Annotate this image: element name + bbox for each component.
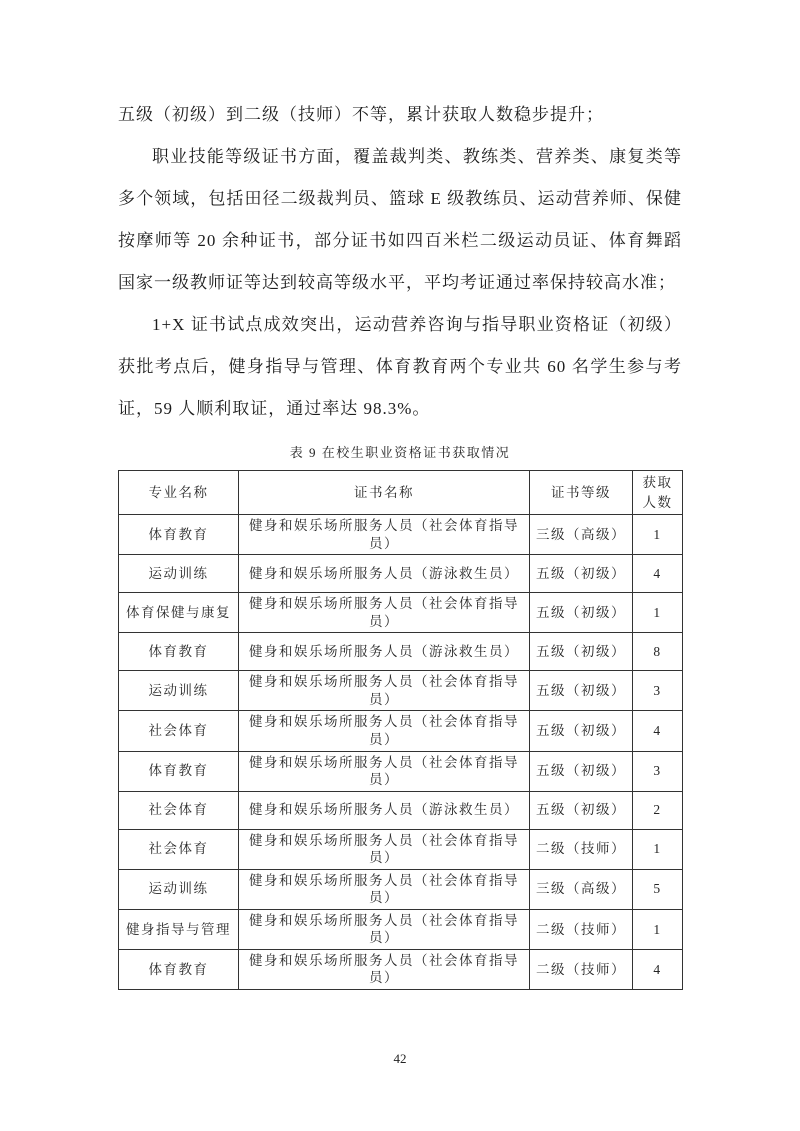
cell-count: 4 [633, 711, 683, 751]
cell-major: 社会体育 [119, 711, 239, 751]
cell-count: 1 [633, 909, 683, 949]
header-certificate-name: 证书名称 [239, 471, 530, 515]
cell-level: 二级（技师） [530, 829, 633, 869]
paragraph-skill-certificates: 职业技能等级证书方面，覆盖裁判类、教练类、营养类、康复类等多个领域，包括田径二级裁判员、篮球 E 级教练员、运动营养师、保健按摩师等 20 余种证书，部分证书如四百米栏二级运动员证、体育舞蹈国家一级教师证等达到较高等级水平，平均考证通过率保持较高水准； [118, 147, 682, 292]
table-header-row [119, 471, 683, 515]
cell-level: 二级（技师） [530, 949, 633, 989]
cell-certificate: 健身和娱乐场所服务人员（社会体育指导员） [239, 829, 530, 869]
cell-certificate: 健身和娱乐场所服务人员（社会体育指导员） [239, 909, 530, 949]
cell-count: 5 [633, 869, 683, 909]
cell-count: 4 [633, 949, 683, 989]
cell-certificate: 健身和娱乐场所服务人员（社会体育指导员） [239, 711, 530, 751]
cell-count: 4 [633, 555, 683, 593]
cell-major: 体育教育 [119, 633, 239, 671]
cell-major: 体育教育 [119, 949, 239, 989]
cell-level: 三级（高级） [530, 869, 633, 909]
table-row [119, 711, 683, 751]
header-major: 专业名称 [119, 471, 239, 515]
cell-count: 1 [633, 515, 683, 555]
paragraph-continuation: 五级（初级）到二级（技师）不等，累计获取人数稳步提升； [118, 105, 604, 124]
paragraph-1x-pilot: 1+X 证书试点成效突出，运动营养咨询与指导职业资格证（初级）获批考点后，健身指导与管理、体育教育两个专业共 60 名学生参与考证，59 人顺利取证，通过率达 98.3%。 [118, 315, 682, 418]
table-row [119, 751, 683, 791]
cell-count: 1 [633, 593, 683, 633]
cell-certificate: 健身和娱乐场所服务人员（社会体育指导员） [239, 671, 530, 711]
certificate-table [118, 470, 683, 990]
table-row [119, 593, 683, 633]
cell-certificate: 健身和娱乐场所服务人员（游泳救生员） [239, 555, 530, 593]
cell-count: 8 [633, 633, 683, 671]
table-row [119, 829, 683, 869]
cell-level: 五级（初级） [530, 751, 633, 791]
cell-level: 二级（技师） [530, 909, 633, 949]
cell-major: 运动训练 [119, 555, 239, 593]
header-count: 获取人数 [633, 471, 683, 515]
table-row [119, 555, 683, 593]
cell-certificate: 健身和娱乐场所服务人员（游泳救生员） [239, 633, 530, 671]
cell-certificate: 健身和娱乐场所服务人员（社会体育指导员） [239, 949, 530, 989]
cell-major: 运动训练 [119, 869, 239, 909]
cell-certificate: 健身和娱乐场所服务人员（社会体育指导员） [239, 593, 530, 633]
cell-major: 体育保健与康复 [119, 593, 239, 633]
cell-certificate: 健身和娱乐场所服务人员（社会体育指导员） [239, 515, 530, 555]
page-number: 42 [393, 1051, 407, 1066]
cell-level: 五级（初级） [530, 593, 633, 633]
table-caption: 表 9 在校生职业资格证书获取情况 [289, 445, 511, 460]
cell-count: 2 [633, 791, 683, 829]
cell-count: 3 [633, 671, 683, 711]
cell-level: 五级（初级） [530, 791, 633, 829]
cell-certificate: 健身和娱乐场所服务人员（游泳救生员） [239, 791, 530, 829]
cell-level: 五级（初级） [530, 711, 633, 751]
cell-major: 社会体育 [119, 829, 239, 869]
cell-major: 健身指导与管理 [119, 909, 239, 949]
table-row [119, 633, 683, 671]
cell-level: 三级（高级） [530, 515, 633, 555]
cell-level: 五级（初级） [530, 671, 633, 711]
table-row [119, 791, 683, 829]
cell-level: 五级（初级） [530, 633, 633, 671]
table-body [119, 515, 683, 990]
cell-level: 五级（初级） [530, 555, 633, 593]
cell-major: 运动训练 [119, 671, 239, 711]
cell-certificate: 健身和娱乐场所服务人员（社会体育指导员） [239, 869, 530, 909]
cell-major: 体育教育 [119, 515, 239, 555]
table-row [119, 949, 683, 989]
table-row [119, 515, 683, 555]
header-certificate-level: 证书等级 [530, 471, 633, 515]
cell-major: 体育教育 [119, 751, 239, 791]
table-row [119, 671, 683, 711]
cell-count: 3 [633, 751, 683, 791]
table-row [119, 869, 683, 909]
cell-certificate: 健身和娱乐场所服务人员（社会体育指导员） [239, 751, 530, 791]
cell-major: 社会体育 [119, 791, 239, 829]
cell-count: 1 [633, 829, 683, 869]
table-row [119, 909, 683, 949]
